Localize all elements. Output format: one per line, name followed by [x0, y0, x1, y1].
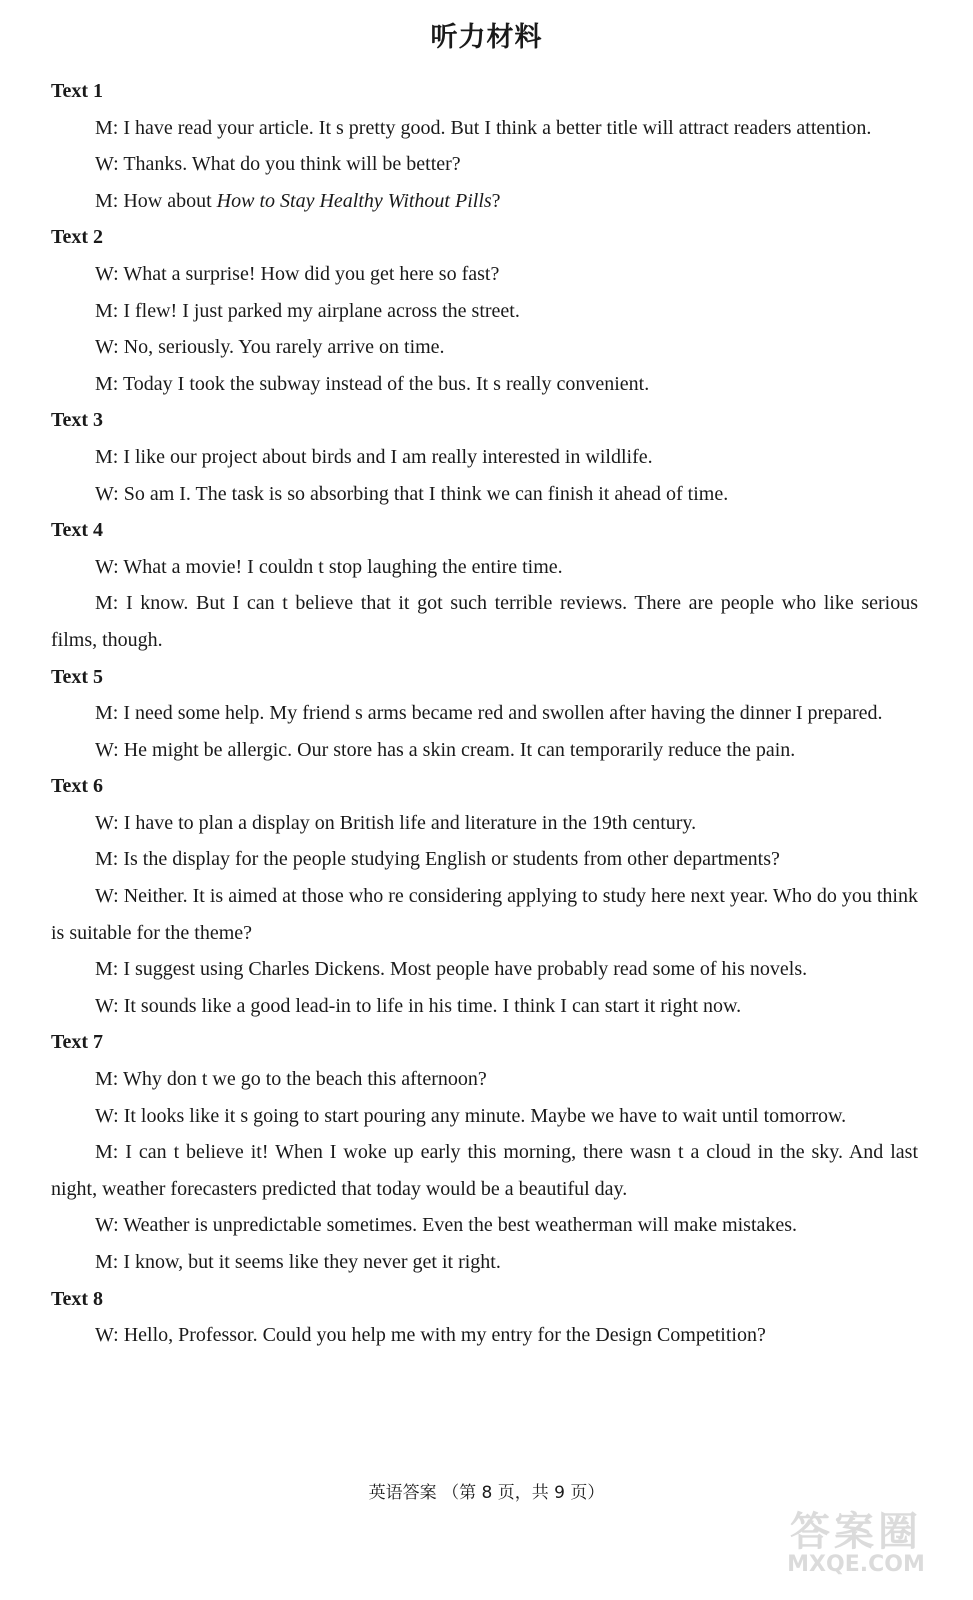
dialogue-line: W: Hello, Professor. Could you help me with my entry for the Design Competition? — [95, 1324, 766, 1347]
text-section-1 — [51, 73, 918, 219]
text-heading: Text 6 — [51, 775, 104, 798]
dialogue-line: M: I like our project about birds and I am really interested in wildlife. — [95, 445, 653, 468]
dialogue-line: M: I know. But I can t believe that it got such terrible reviews. There are people who like serious films, though. — [51, 592, 918, 651]
dialogue-line: W: He might be allergic. Our store has a skin cream. It can temporarily reduce the pain. — [95, 738, 796, 761]
article-title: How to Stay Healthy Without Pills — [216, 189, 492, 212]
text-section-3 — [51, 402, 918, 512]
dialogue-line: W: I have to plan a display on British life and literature in the 19th century. — [95, 811, 697, 834]
text-section-7 — [51, 1024, 918, 1280]
text-section-2 — [51, 219, 918, 402]
dialogue-line: M: I can t believe it! When I woke up early this morning, there wasn t a cloud in the sky. And last night, weather forecasters predicted that today would be a beautiful day. — [51, 1141, 918, 1200]
dialogue-line: M: How about How to Stay Healthy Without Pills? — [95, 189, 501, 212]
text-heading: Text 1 — [51, 80, 104, 102]
watermark-logo — [761, 1500, 951, 1590]
dialogue-line: W: Thanks. What do you think will be better? — [95, 153, 461, 176]
dialogue-line: M: I suggest using Charles Dickens. Most people have probably read some of his novels. — [95, 958, 808, 981]
dialogue-line: W: What a movie! I couldn t stop laughing the entire time. — [95, 555, 563, 578]
dialogue-line: W: Neither. It is aimed at those who re considering applying to study here next year. Who do you think is suitable for the theme? — [51, 885, 918, 944]
text-heading: Text 7 — [51, 1031, 104, 1054]
watermark-text: 答案圈 — [790, 1509, 922, 1555]
dialogue-line: W: It sounds like a good lead-in to life in his time. I think I can start it right now. — [95, 994, 742, 1017]
listening-script — [51, 73, 918, 1354]
text-section-5 — [51, 659, 918, 769]
dialogue-line: M: I know, but it seems like they never get it right. — [95, 1251, 501, 1273]
text-heading: Text 5 — [51, 665, 104, 688]
dialogue-line: M: I have read your article. It s pretty good. But I think a better title will attract readers attention. — [95, 116, 872, 139]
dialogue-line: M: Today I took the subway instead of the bus. It s really convenient. — [95, 372, 650, 395]
dialogue-line: W: It looks like it s going to start pouring any minute. Maybe we have to wait until tomorrow. — [95, 1104, 847, 1127]
watermark-url: MXQE.COM — [787, 1552, 925, 1577]
dialogue-line: W: No, seriously. You rarely arrive on time. — [95, 336, 445, 359]
text-section-6 — [51, 768, 918, 1024]
dialogue-line: M: Is the display for the people studying English or students from other departments? — [95, 848, 780, 871]
text-heading: Text 8 — [51, 1287, 104, 1310]
page-title: 听力材料 — [430, 22, 543, 53]
dialogue-line: M: I flew! I just parked my airplane across the street. — [95, 299, 520, 322]
dialogue-line: W: What a surprise! How did you get here so fast? — [95, 262, 500, 285]
page-footer: 英语答案 （第 8 页，共 9 页） — [368, 1483, 605, 1503]
dialogue-line: W: Weather is unpredictable sometimes. Even the best weatherman will make mistakes. — [95, 1214, 798, 1237]
text-heading: Text 3 — [51, 409, 104, 432]
text-section-4 — [51, 512, 918, 658]
text-heading: Text 2 — [51, 226, 104, 249]
dialogue-line: M: I need some help. My friend s arms became red and swollen after having the dinner I prepared. — [95, 702, 883, 725]
dialogue-line: M: Why don t we go to the beach this afternoon? — [95, 1068, 487, 1091]
text-section-8 — [51, 1281, 918, 1354]
text-heading: Text 4 — [51, 519, 104, 542]
dialogue-line: W: So am I. The task is so absorbing that I think we can finish it ahead of time. — [95, 482, 729, 505]
